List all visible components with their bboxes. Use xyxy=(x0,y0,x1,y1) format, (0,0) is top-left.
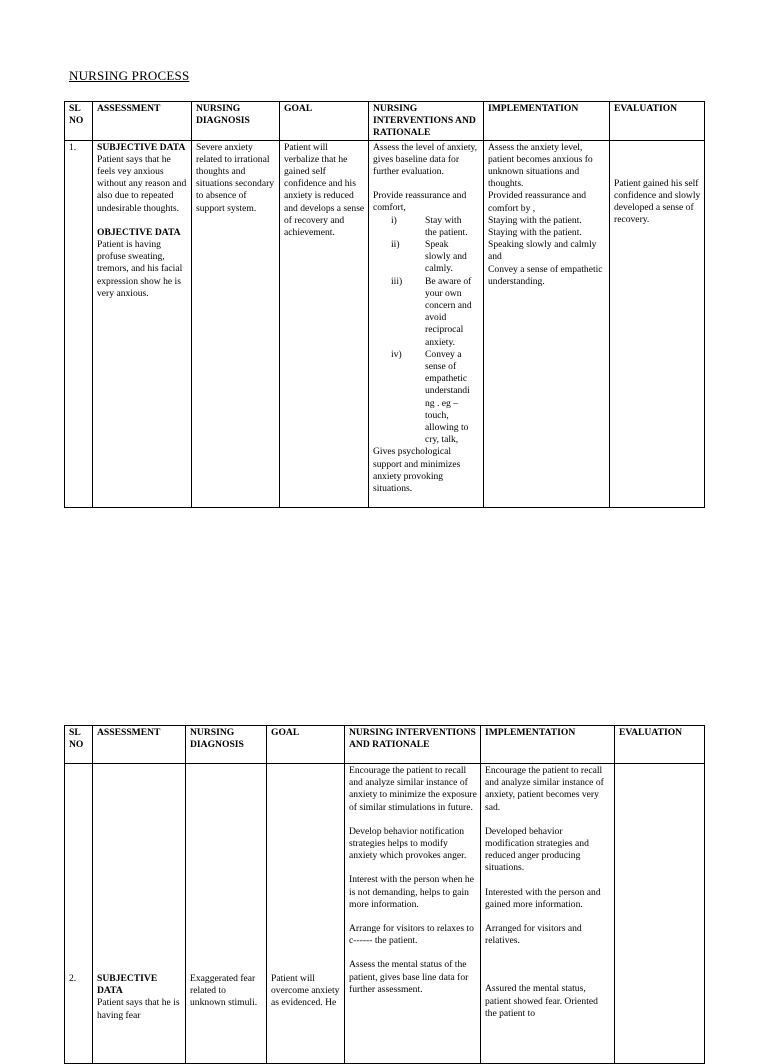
header-evaluation: EVALUATION xyxy=(610,102,705,141)
implementation-line: Convey a sense of empathetic understanding. xyxy=(488,263,603,287)
list-item-number: iii) xyxy=(391,275,403,287)
implementation-line: Staying with the patient. xyxy=(488,214,582,226)
header-assessment: ASSESSMENT xyxy=(93,102,192,141)
sl-number: 2. xyxy=(69,973,77,984)
list-item-text: Speak slowly and calmly. xyxy=(425,239,467,275)
intervention-paragraph: Assess the level of anxiety, gives baseline data for further evaluation. xyxy=(373,141,478,178)
list-item-number: ii) xyxy=(391,239,400,251)
cell-goal: Patient will verbalize that he gained self confidence and his anxiety is reduced and develops a sense of recovery and achievement. xyxy=(280,140,369,507)
table-header-row xyxy=(65,726,705,764)
cell-assessment xyxy=(93,140,192,507)
header-assessment: ASSESSMENT xyxy=(93,726,186,764)
implementation-line: Provided reassurance and comfort by , xyxy=(488,190,587,214)
intervention-paragraph: Interest with the person when he is not demanding, helps to gain more information. xyxy=(349,874,474,910)
intervention-paragraph: Encourage the patient to recall and analyze similar instance of anxiety to minimize the exposure of similar stimulations in future. xyxy=(349,765,477,813)
page-title: NURSING PROCESS xyxy=(69,68,190,83)
subjective-heading: SUBJECTIVE DATA xyxy=(97,141,186,153)
intervention-paragraph: Arrange for visitors to relaxes to c------ the patient. xyxy=(349,923,474,947)
nursing-process-table-2 xyxy=(64,725,705,1064)
header-nursing-diagnosis: NURSING DIAGNOSIS xyxy=(186,726,267,764)
subjective-text: Patient says that he feels vey anxious without any reason and also due to repeated undesirable thoughts. xyxy=(97,153,187,214)
subjective-heading: SUBJECTIVE DATA xyxy=(97,973,158,997)
list-item-number: iv) xyxy=(391,348,402,360)
list-item-text: Convey a sense of empathetic understandi ng . eg – touch, allowing to cry, talk, xyxy=(425,348,470,446)
list-item xyxy=(373,215,480,239)
list-item-text: Be aware of your own concern and avoid reciprocal anxiety. xyxy=(425,275,472,348)
implementation-paragraph: Developed behavior modification strategies and reduced anger producing situations. xyxy=(485,825,589,874)
cell-evaluation xyxy=(610,140,705,507)
list-item xyxy=(373,239,480,276)
cell-interventions xyxy=(345,764,481,1064)
intervention-paragraph: Gives psychological support and minimizes anxiety provoking situations. xyxy=(373,446,461,495)
table-row xyxy=(65,140,705,507)
cell-evaluation xyxy=(615,764,705,1064)
list-item xyxy=(373,276,480,349)
table-header-row xyxy=(65,102,705,141)
header-evaluation: EVALUATION xyxy=(615,726,705,764)
intervention-list xyxy=(373,215,480,447)
implementation-line: Speaking slowly and calmly and xyxy=(488,239,597,263)
cell-implementation xyxy=(481,764,615,1064)
implementation-line: Assess the anxiety level, patient becomes anxious fo unknown situations and thoughts. xyxy=(488,141,593,190)
nursing-process-table-1 xyxy=(64,101,705,508)
diagnosis-text: Exaggerated fear related to unknown stimuli. xyxy=(190,973,258,1009)
list-item xyxy=(373,349,480,447)
header-goal: GOAL xyxy=(280,102,369,141)
table-row xyxy=(65,764,705,1064)
implementation-paragraph: Interested with the person and gained more information. xyxy=(485,886,601,910)
subjective-text: Patient says that he is having fear xyxy=(97,997,180,1021)
header-nursing-diagnosis: NURSING DIAGNOSIS xyxy=(192,102,280,141)
intervention-paragraph: Assess the mental status of the patient, gives base line data for further assessment. xyxy=(349,959,469,995)
cell-diagnosis xyxy=(186,764,267,1064)
cell-diagnosis: Severe anxiety related to irrational thoughts and situations secondary to absence of support system. xyxy=(192,140,280,507)
cell-sl-no: 1. xyxy=(65,140,93,507)
header-goal: GOAL xyxy=(267,726,345,764)
list-item-number: i) xyxy=(391,214,397,226)
list-item-text: Stay with the patient. xyxy=(425,214,468,238)
header-interventions: NURSING INTERVENTIONS AND RATIONALE xyxy=(345,726,481,764)
intervention-paragraph: Provide reassurance and comfort, xyxy=(373,190,467,214)
header-sl-no: SL NO xyxy=(65,726,93,764)
implementation-paragraph: Arranged for visitors and relatives. xyxy=(485,923,582,947)
intervention-paragraph: Develop behavior notification strategies helps to modify anxiety which provokes anger. xyxy=(349,825,467,862)
header-implementation: IMPLEMENTATION xyxy=(484,102,610,141)
implementation-line: Staying with the patient. xyxy=(488,227,582,239)
header-interventions: NURSING INTERVENTIONS AND RATIONALE xyxy=(369,102,484,141)
cell-goal xyxy=(267,764,345,1064)
evaluation-text: Patient gained his self confidence and slowly developed a sense of recovery. xyxy=(614,177,701,226)
header-sl-no: SL NO xyxy=(65,102,93,141)
cell-implementation xyxy=(484,140,610,507)
objective-heading: OBJECTIVE DATA xyxy=(97,226,181,238)
implementation-paragraph: Assured the mental status, patient showed fear. Oriented the patient to xyxy=(485,983,598,1019)
objective-text: Patient is having profuse sweating, tremors, and his facial expression show he is very anxious. xyxy=(97,239,183,299)
implementation-paragraph: Encourage the patient to recall and analyze similar instance of anxiety, patient becomes very sad. xyxy=(485,765,604,813)
header-implementation: IMPLEMENTATION xyxy=(481,726,615,764)
cell-assessment xyxy=(93,764,186,1064)
goal-text: Patient will overcome anxiety as evidenced. He xyxy=(271,973,340,1009)
cell-sl-no xyxy=(65,764,93,1064)
cell-interventions xyxy=(369,140,484,507)
